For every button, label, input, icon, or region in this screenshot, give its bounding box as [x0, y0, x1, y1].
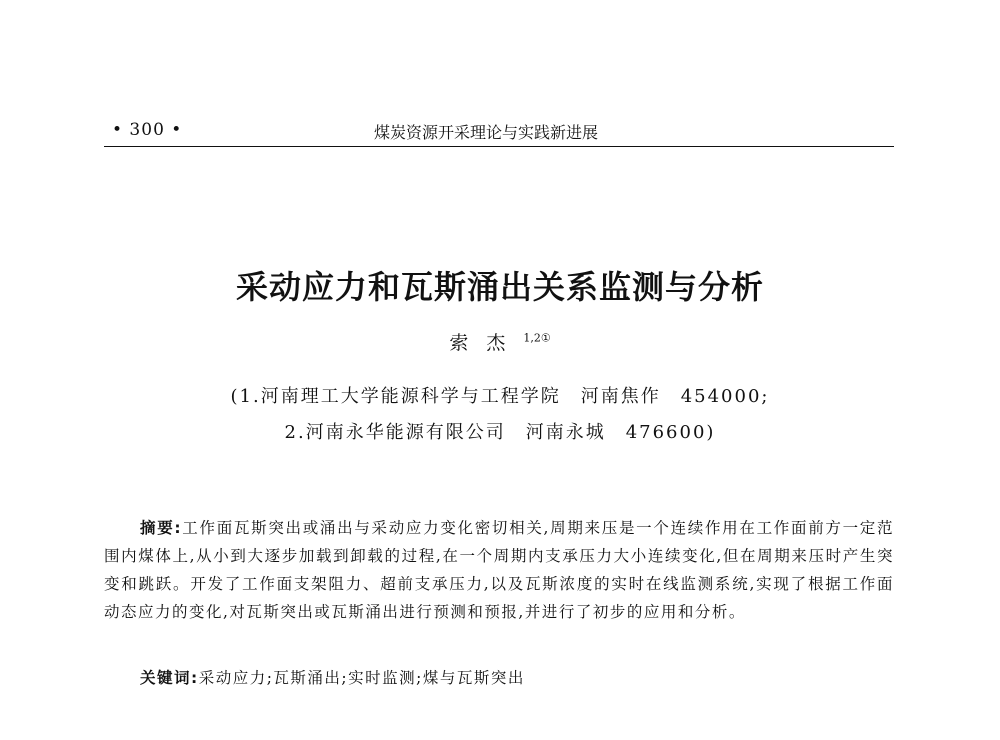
author-line [0, 328, 1000, 355]
paper-title: 采动应力和瓦斯涌出关系监测与分析 [235, 268, 764, 306]
page-number: • 300 • [112, 120, 183, 140]
abstract [104, 514, 894, 626]
affiliation-2: 2.河南永华能源有限公司 河南永城 476600) [284, 422, 716, 443]
abstract-text: 工作面瓦斯突出或涌出与采动应力变化密切相关,周期来压是一个连续作用在工作面前方一定范围内煤体上,从小到大逐步加载到卸载的过程,在一个周期内支承压力大小连续变化,但在周期来压时产生突变和跳跃。开发了工作面支架阻力、超前支承压力,以及瓦斯浓度的实时在线监测系统,实现了根据工作面动态应力的变化,对瓦斯突出或瓦斯涌出进行预测和预报,并进行了初步的应用和分析。 [104, 519, 894, 621]
running-title: 煤炭资源开采理论与实践新进展 [374, 123, 599, 142]
keywords-text: 采动应力;瓦斯涌出;实时监测;煤与瓦斯突出 [198, 669, 525, 687]
keywords [140, 666, 525, 688]
page-header [104, 116, 894, 146]
abstract-label: 摘要: [140, 519, 183, 537]
author-name: 索杰 [449, 332, 524, 354]
affiliation-1: (1.河南理工大学能源科学与工程学院 河南焦作 454000; [230, 386, 770, 407]
header-rule [104, 146, 894, 147]
author-affiliation-marks: 1,2① [523, 331, 551, 345]
keywords-label: 关键词: [140, 669, 199, 687]
